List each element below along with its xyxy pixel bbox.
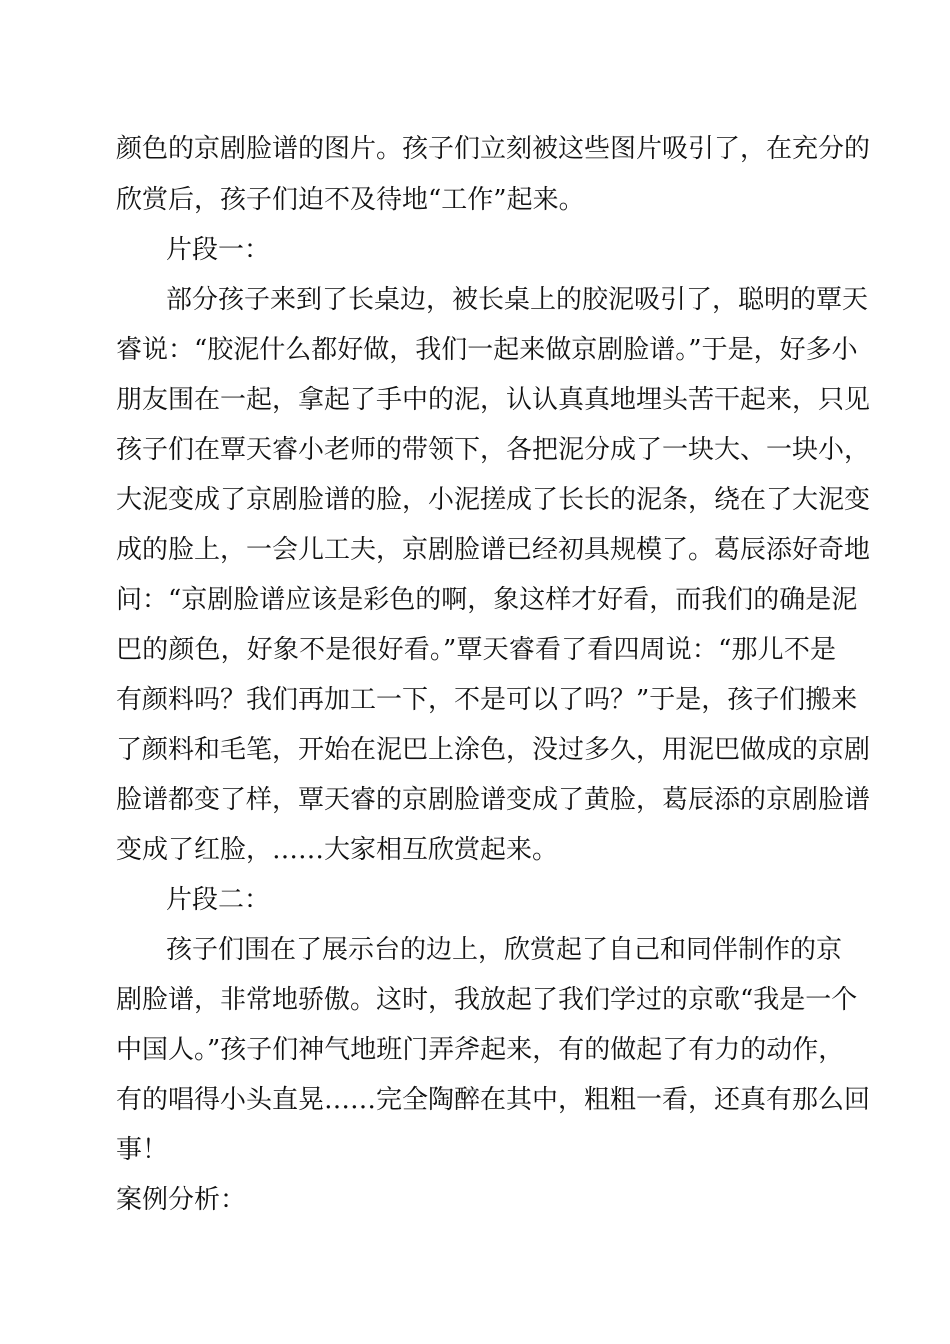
text-line: 有颜料吗？我们再加工一下，不是可以了吗？”于是，孩子们搬来	[116, 685, 858, 715]
section-heading: 片段一：	[166, 235, 271, 265]
text-line: 问：“京剧脸谱应该是彩色的啊，象这样才好看，而我们的确是泥	[116, 585, 858, 615]
section-heading: 案例分析：	[116, 1185, 247, 1215]
text-line: 颜色的京剧脸谱的图片。孩子们立刻被这些图片吸引了，在充分的	[116, 134, 871, 164]
text-line: 巴的颜色，好象不是很好看。”覃天睿看了看四周说：“那儿不是	[116, 635, 836, 665]
text-line: 有的唱得小头直晃……完全陶醉在其中，粗粗一看，还真有那么回	[116, 1085, 871, 1115]
text-line: 孩子们在覃天睿小老师的带领下，各把泥分成了一块大、一块小，	[116, 435, 871, 465]
text-line: 中国人。”孩子们神气地班门弄斧起来，有的做起了有力的动作，	[116, 1035, 845, 1065]
text-line: 了颜料和毛笔，开始在泥巴上涂色，没过多久，用泥巴做成的京剧	[116, 735, 871, 765]
text-line: 剧脸谱，非常地骄傲。这时，我放起了我们学过的京歌“我是一个	[116, 985, 858, 1015]
section-heading: 片段二：	[166, 885, 271, 915]
text-line: 朋友围在一起，拿起了手中的泥，认认真真地埋头苦干起来，只见	[116, 385, 871, 415]
text-line: 成的脸上，一会儿工夫，京剧脸谱已经初具规模了。葛辰添好奇地	[116, 535, 871, 565]
text-line: 睿说：“胶泥什么都好做，我们一起来做京剧脸谱。”于是，好多小	[116, 335, 858, 365]
text-line: 脸谱都变了样，覃天睿的京剧脸谱变成了黄脸，葛辰添的京剧脸谱	[116, 785, 871, 815]
text-line: 欣赏后，孩子们迫不及待地“工作”起来。	[116, 185, 585, 215]
text-line: 事！	[116, 1135, 169, 1165]
text-line: 部分孩子来到了长桌边，被长桌上的胶泥吸引了，聪明的覃天	[166, 285, 869, 315]
text-line: 变成了红脸，……大家相互欣赏起来。	[116, 835, 559, 865]
text-line: 大泥变成了京剧脸谱的脸，小泥搓成了长长的泥条，绕在了大泥变	[116, 485, 871, 515]
text-line: 孩子们围在了展示台的边上，欣赏起了自己和同伴制作的京	[166, 935, 843, 965]
